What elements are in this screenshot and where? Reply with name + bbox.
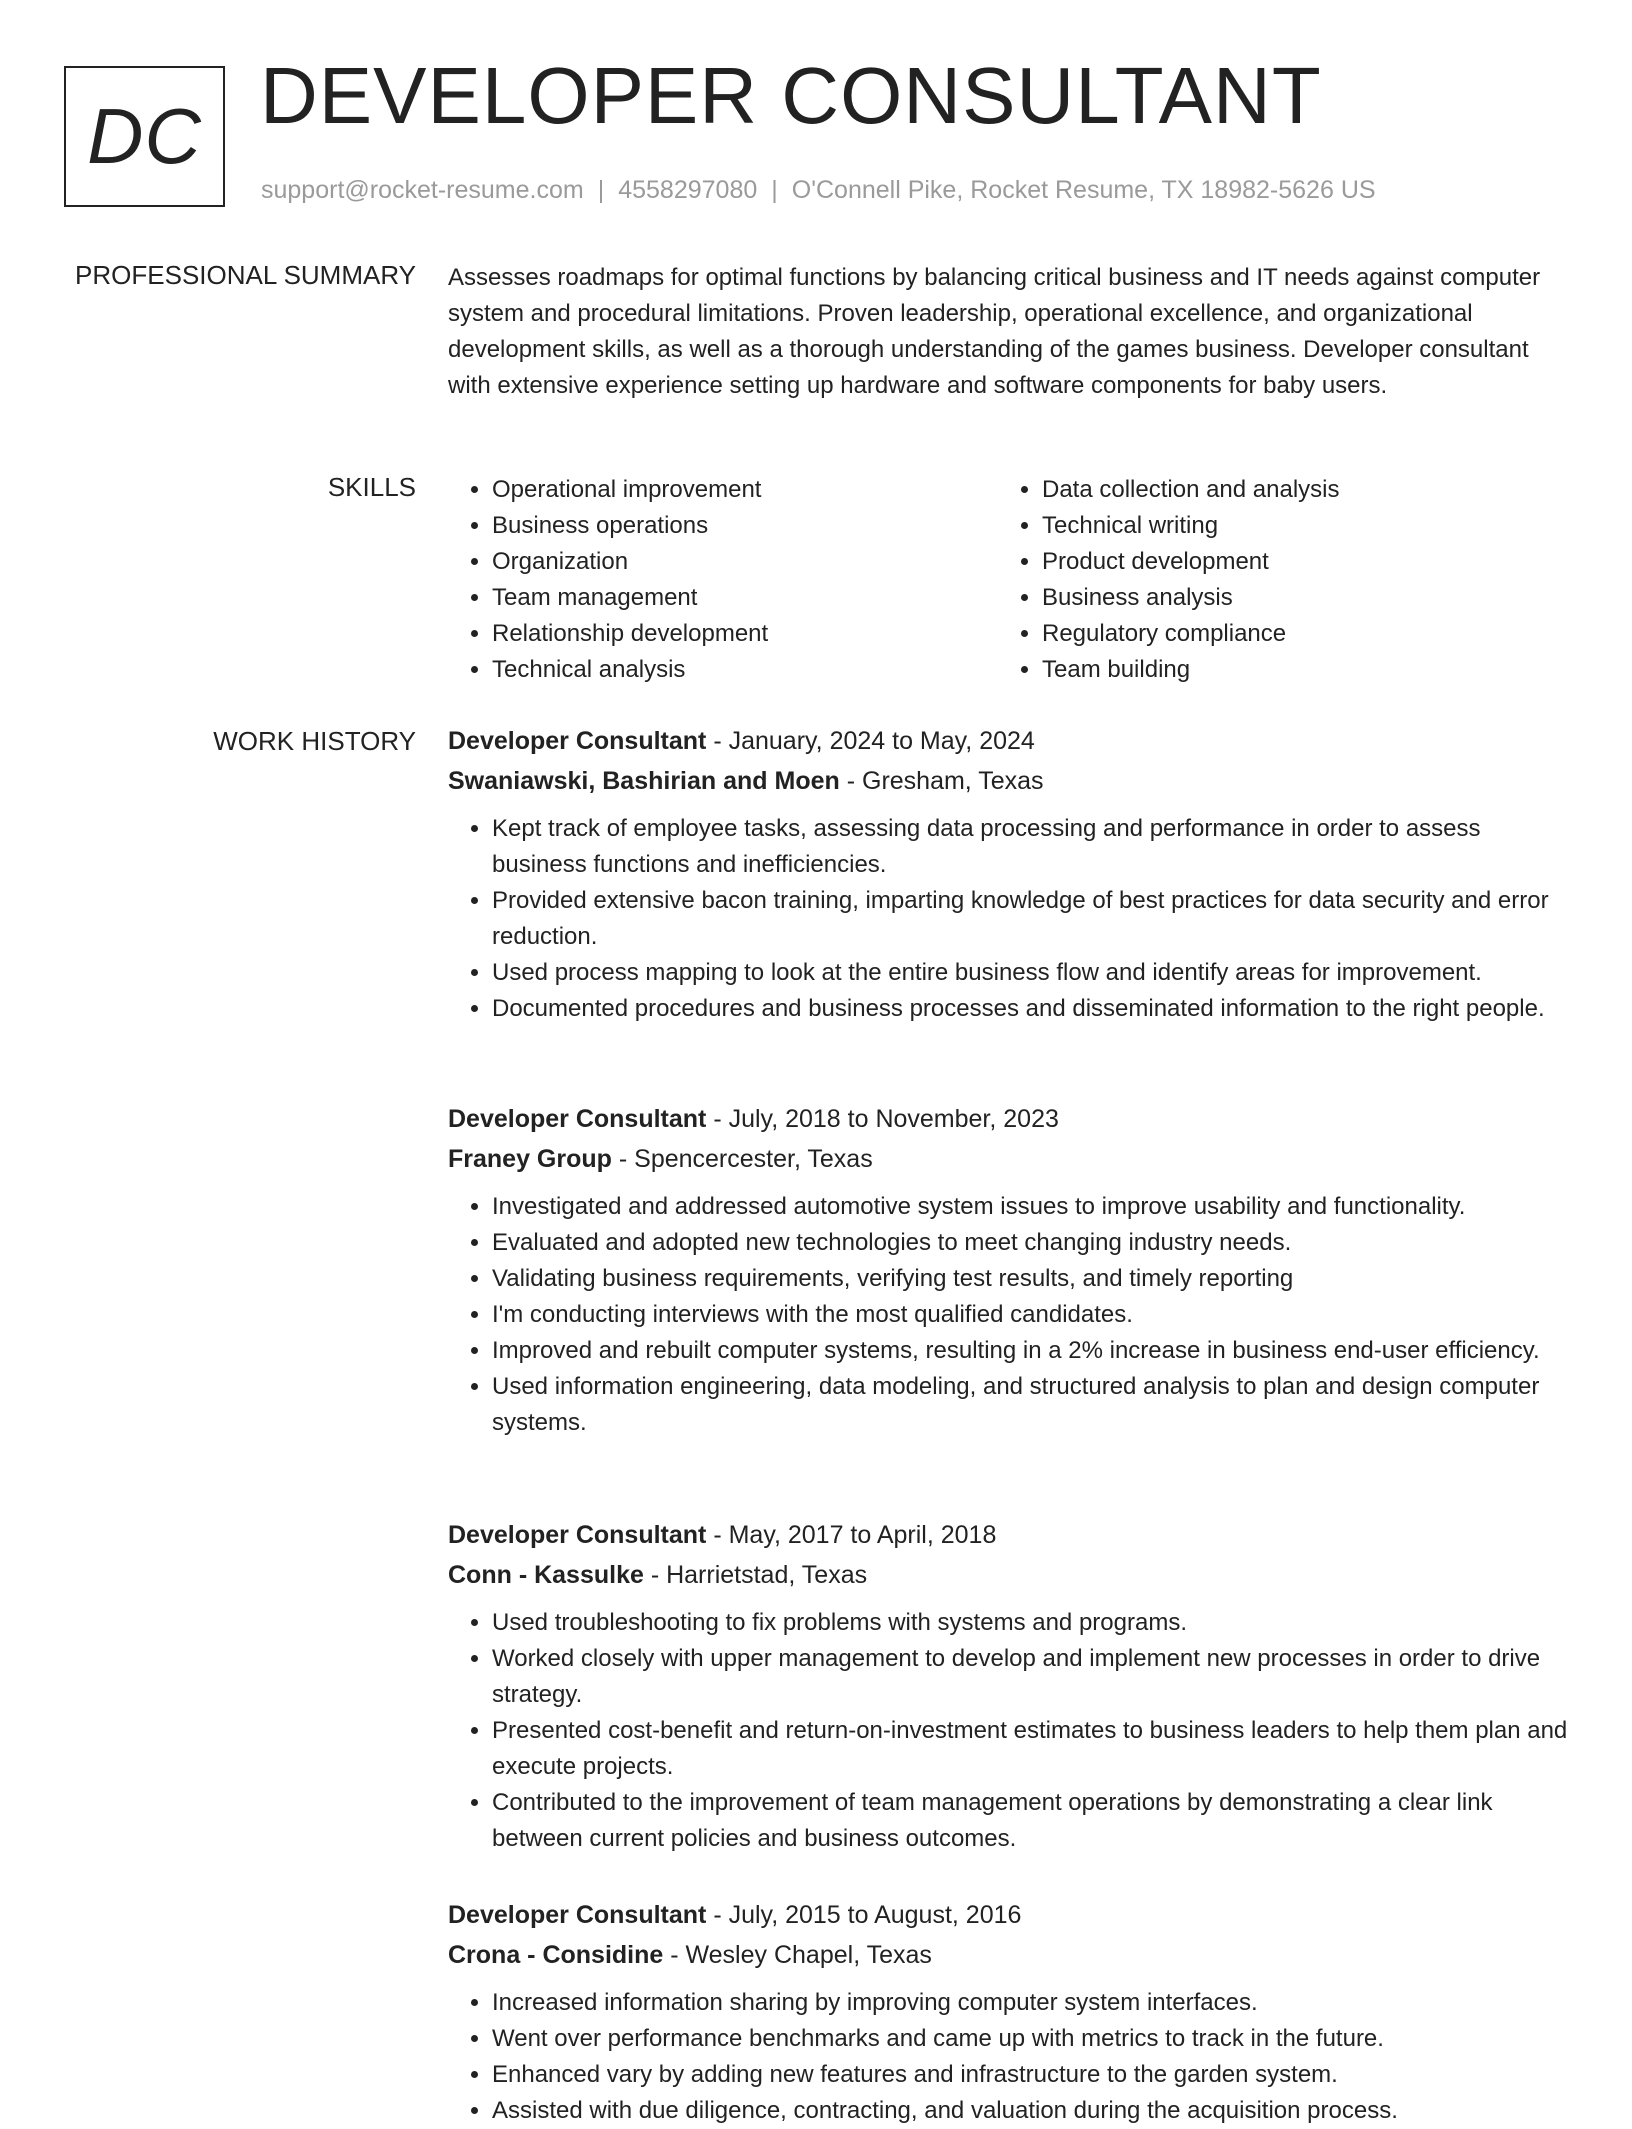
job-bullet: • Assisted with due diligence, contracting, and valuation during the acquisition process. bbox=[492, 2093, 1568, 2129]
contact-separator: | bbox=[597, 176, 605, 204]
job-bullet: • Evaluated and adopted new technologies to meet changing industry needs. bbox=[492, 1225, 1568, 1261]
monogram-text: DC bbox=[87, 92, 202, 180]
skill-item: • Organization bbox=[492, 544, 768, 580]
job-bullets bbox=[448, 1189, 1568, 1441]
contact-separator: | bbox=[771, 176, 778, 204]
job-bullet: • Improved and rebuilt computer systems, resulting in a 2% increase in business end-user efficiency. bbox=[492, 1333, 1568, 1369]
job-company: Franey Group bbox=[448, 1145, 612, 1173]
job-bullet: • Used information engineering, data modeling, and structured analysis to plan and design computer systems. bbox=[492, 1369, 1568, 1441]
job-location: - Wesley Chapel, Texas bbox=[663, 1941, 932, 1969]
contact-email[interactable]: support@rocket-resume.com bbox=[261, 176, 584, 204]
contact-phone[interactable]: 4558297080 bbox=[618, 176, 758, 204]
job-company-line bbox=[448, 1139, 1568, 1179]
work-history-heading: WORK HISTORY bbox=[213, 726, 416, 756]
summary-heading: PROFESSIONAL SUMMARY bbox=[75, 260, 416, 290]
skill-item: • Relationship development bbox=[492, 616, 768, 652]
job-bullet: • Used process mapping to look at the entire business flow and identify areas for improvement. bbox=[492, 955, 1568, 991]
job-bullets bbox=[448, 1985, 1568, 2129]
job-entry bbox=[448, 1515, 1568, 1857]
job-dates: - July, 2018 to November, 2023 bbox=[706, 1105, 1059, 1133]
job-dates: - January, 2024 to May, 2024 bbox=[706, 727, 1035, 755]
job-bullets bbox=[448, 811, 1568, 1027]
job-bullet: • Increased information sharing by improving computer system interfaces. bbox=[492, 1985, 1568, 2021]
job-entry bbox=[448, 721, 1568, 1027]
job-dates: - July, 2015 to August, 2016 bbox=[706, 1901, 1022, 1929]
job-bullet: • I'm conducting interviews with the most qualified candidates. bbox=[492, 1297, 1568, 1333]
skills-list-right bbox=[998, 472, 1340, 688]
skill-item: • Technical analysis bbox=[492, 652, 768, 688]
job-title-line bbox=[448, 1895, 1568, 1935]
job-bullet: • Enhanced vary by adding new features and infrastructure to the garden system. bbox=[492, 2057, 1568, 2093]
monogram-logo bbox=[64, 66, 225, 207]
job-bullet: • Validating business requirements, verifying test results, and timely reporting bbox=[492, 1261, 1568, 1297]
job-location: - Spencercester, Texas bbox=[611, 1145, 873, 1173]
job-entry bbox=[448, 1099, 1568, 1441]
job-company-line bbox=[448, 1935, 1568, 1975]
job-location: - Harrietstad, Texas bbox=[643, 1561, 868, 1589]
summary-text: Assesses roadmaps for optimal functions by balancing critical business and IT needs against computer system and procedural limitations. Proven leadership, operational excellence, and organizational development skills, as well as a thorough understanding of the games business. Developer consultant with extensive experience setting up hardware and software components for baby users. bbox=[448, 264, 1541, 399]
job-company: Swaniawski, Bashirian and Moen bbox=[448, 767, 840, 795]
skills-list-left bbox=[448, 472, 768, 688]
job-bullets bbox=[448, 1605, 1568, 1857]
job-title: Developer Consultant bbox=[448, 1901, 707, 1929]
job-bullet: • Worked closely with upper management to develop and implement new processes in order to drive strategy. bbox=[492, 1641, 1568, 1713]
resume-name: DEVELOPER CONSULTANT bbox=[260, 51, 1322, 140]
job-location: - Gresham, Texas bbox=[839, 767, 1044, 795]
job-bullet: • Kept track of employee tasks, assessing data processing and performance in order to assess business functions and inefficiencies. bbox=[492, 811, 1568, 883]
job-bullet: • Presented cost-benefit and return-on-investment estimates to business leaders to help them plan and execute projects. bbox=[492, 1713, 1568, 1785]
job-title: Developer Consultant bbox=[448, 1521, 707, 1549]
job-company: Conn - Kassulke bbox=[448, 1561, 644, 1589]
job-bullet: • Provided extensive bacon training, imparting knowledge of best practices for data security and error reduction. bbox=[492, 883, 1568, 955]
job-title: Developer Consultant bbox=[448, 1105, 707, 1133]
job-company-line bbox=[448, 761, 1568, 801]
skill-item: • Team building bbox=[1042, 652, 1340, 688]
job-bullet: • Went over performance benchmarks and came up with metrics to track in the future. bbox=[492, 2021, 1568, 2057]
skill-item: • Business operations bbox=[492, 508, 768, 544]
job-company-line bbox=[448, 1555, 1568, 1595]
skill-item: • Operational improvement bbox=[492, 472, 768, 508]
job-company: Crona - Considine bbox=[448, 1941, 664, 1969]
skill-item: • Data collection and analysis bbox=[1042, 472, 1340, 508]
skill-item: • Product development bbox=[1042, 544, 1340, 580]
job-title-line bbox=[448, 721, 1568, 761]
skill-item: • Technical writing bbox=[1042, 508, 1340, 544]
skill-item: • Team management bbox=[492, 580, 768, 616]
skills-heading: SKILLS bbox=[327, 472, 416, 502]
job-entry bbox=[448, 1895, 1568, 2129]
contact-line bbox=[261, 176, 1376, 205]
contact-address: O'Connell Pike, Rocket Resume, TX 18982-5626 US bbox=[791, 176, 1376, 204]
job-title-line bbox=[448, 1099, 1568, 1139]
job-title-line bbox=[448, 1515, 1568, 1555]
skill-item: • Regulatory compliance bbox=[1042, 616, 1340, 652]
job-dates: - May, 2017 to April, 2018 bbox=[706, 1521, 997, 1549]
job-bullet: • Investigated and addressed automotive system issues to improve usability and functionality. bbox=[492, 1189, 1568, 1225]
skill-item: • Business analysis bbox=[1042, 580, 1340, 616]
job-bullet: • Used troubleshooting to fix problems with systems and programs. bbox=[492, 1605, 1568, 1641]
job-bullet: • Documented procedures and business processes and disseminated information to the right people. bbox=[492, 991, 1568, 1027]
job-bullet: • Contributed to the improvement of team management operations by demonstrating a clear link between current policies and business outcomes. bbox=[492, 1785, 1568, 1857]
job-title: Developer Consultant bbox=[448, 727, 707, 755]
